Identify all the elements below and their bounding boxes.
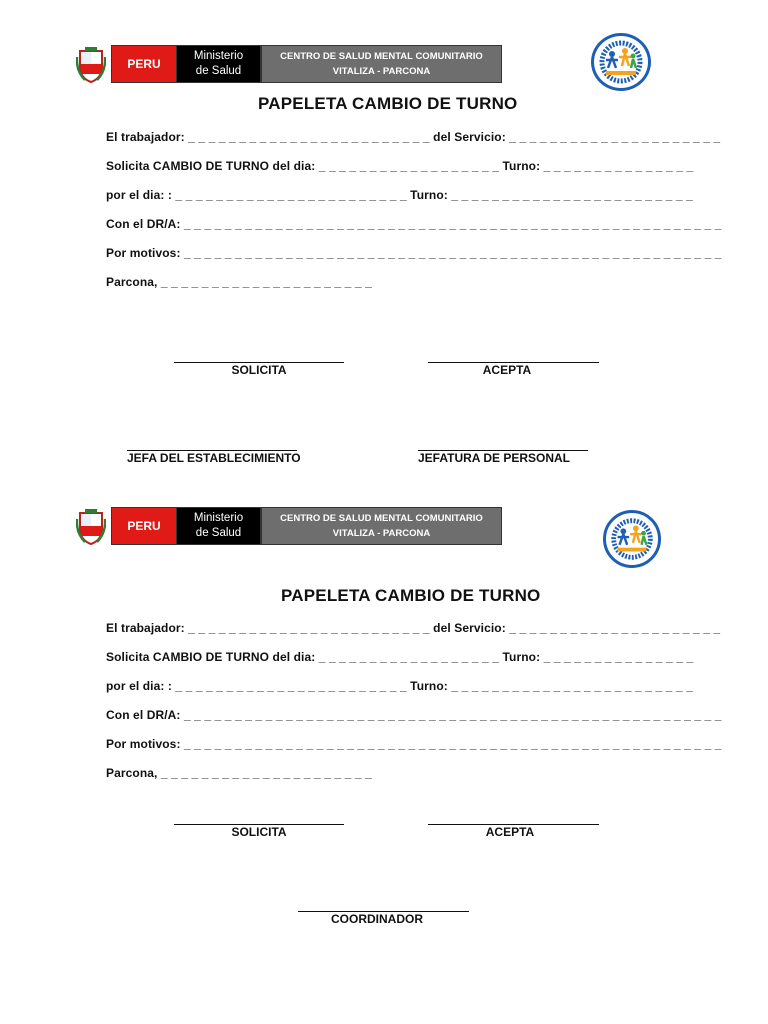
form-title: PAPELETA CAMBIO DE TURNO [258,94,518,113]
field-por-el-dia: por el dia: : _ _ _ _ _ _ _ _ _ _ _ _ _ _ _ _ _ _ _ _ _ _ _ Turno: _ _ _ _ _ _ _ _ _ _ _ _ _ _ _ _ _ _ _ _ _ _ _ _ [106,188,693,202]
form-title: PAPELETA CAMBIO DE TURNO [281,586,541,605]
centro-label: CENTRO DE SALUD MENTAL COMUNITARIO VITALIZA - PARCONA [261,507,502,545]
signature-label-solicita: SOLICITA [231,363,287,377]
peru-coat-of-arms-icon [76,509,106,545]
signature-label-acepta: ACEPTA [482,363,532,377]
ministerio-label: Ministerio de Salud [176,507,261,545]
signature-label-jefatura: JEFATURA DE PERSONAL [418,451,571,465]
field-por-motivos: Por motivos: _ _ _ _ _ _ _ _ _ _ _ _ _ _ _ _ _ _ _ _ _ _ _ _ _ _ _ _ _ _ _ _ _ _ _ _ _ _ _ _ _ _ _ _ _ _ _ _ _ _ _ _ _ [106,246,722,260]
field-trabajador: El trabajador: _ _ _ _ _ _ _ _ _ _ _ _ _ _ _ _ _ _ _ _ _ _ _ _ del Servicio: _ _ _ _ _ _ _ _ _ _ _ _ _ _ _ _ _ _ _ _ _ [106,130,721,144]
signature-label-acepta: ACEPTA [485,825,535,839]
field-solicita-cambio: Solicita CAMBIO DE TURNO del dia: _ _ _ _ _ _ _ _ _ _ _ _ _ _ _ _ _ _ Turno: _ _ _ _ _ _ _ _ _ _ _ _ _ _ _ [106,650,694,664]
peru-label: PERU [111,45,177,83]
field-con-el-dr: Con el DR/A: _ _ _ _ _ _ _ _ _ _ _ _ _ _ _ _ _ _ _ _ _ _ _ _ _ _ _ _ _ _ _ _ _ _ _ _ _ _ _ _ _ _ _ _ _ _ _ _ _ _ _ _ _ [106,708,722,722]
vitaliza-logo-icon [591,33,651,91]
field-parcona: Parcona, _ _ _ _ _ _ _ _ _ _ _ _ _ _ _ _ _ _ _ _ _ [106,766,372,780]
peru-coat-of-arms-icon [76,47,106,83]
ministerio-label: Ministerio de Salud [176,45,261,83]
field-trabajador: El trabajador: _ _ _ _ _ _ _ _ _ _ _ _ _ _ _ _ _ _ _ _ _ _ _ _ del Servicio: _ _ _ _ _ _ _ _ _ _ _ _ _ _ _ _ _ _ _ _ _ [106,621,721,635]
field-por-el-dia: por el dia: : _ _ _ _ _ _ _ _ _ _ _ _ _ _ _ _ _ _ _ _ _ _ _ Turno: _ _ _ _ _ _ _ _ _ _ _ _ _ _ _ _ _ _ _ _ _ _ _ _ [106,679,693,693]
signature-label-jefa: JEFA DEL ESTABLECIMIENTO [127,451,301,465]
signature-label-solicita: SOLICITA [231,825,287,839]
signature-label-coordinador: COORDINADOR [331,912,423,926]
field-por-motivos: Por motivos: _ _ _ _ _ _ _ _ _ _ _ _ _ _ _ _ _ _ _ _ _ _ _ _ _ _ _ _ _ _ _ _ _ _ _ _ _ _ _ _ _ _ _ _ _ _ _ _ _ _ _ _ _ [106,737,722,751]
field-solicita-cambio: Solicita CAMBIO DE TURNO del dia: _ _ _ _ _ _ _ _ _ _ _ _ _ _ _ _ _ _ Turno: _ _ _ _ _ _ _ _ _ _ _ _ _ _ _ [106,159,694,173]
centro-label: CENTRO DE SALUD MENTAL COMUNITARIO VITALIZA - PARCONA [261,45,502,83]
field-con-el-dr: Con el DR/A: _ _ _ _ _ _ _ _ _ _ _ _ _ _ _ _ _ _ _ _ _ _ _ _ _ _ _ _ _ _ _ _ _ _ _ _ _ _ _ _ _ _ _ _ _ _ _ _ _ _ _ _ _ [106,217,722,231]
field-parcona: Parcona, _ _ _ _ _ _ _ _ _ _ _ _ _ _ _ _ _ _ _ _ _ [106,275,372,289]
vitaliza-logo-icon [603,510,661,568]
peru-label: PERU [111,507,177,545]
